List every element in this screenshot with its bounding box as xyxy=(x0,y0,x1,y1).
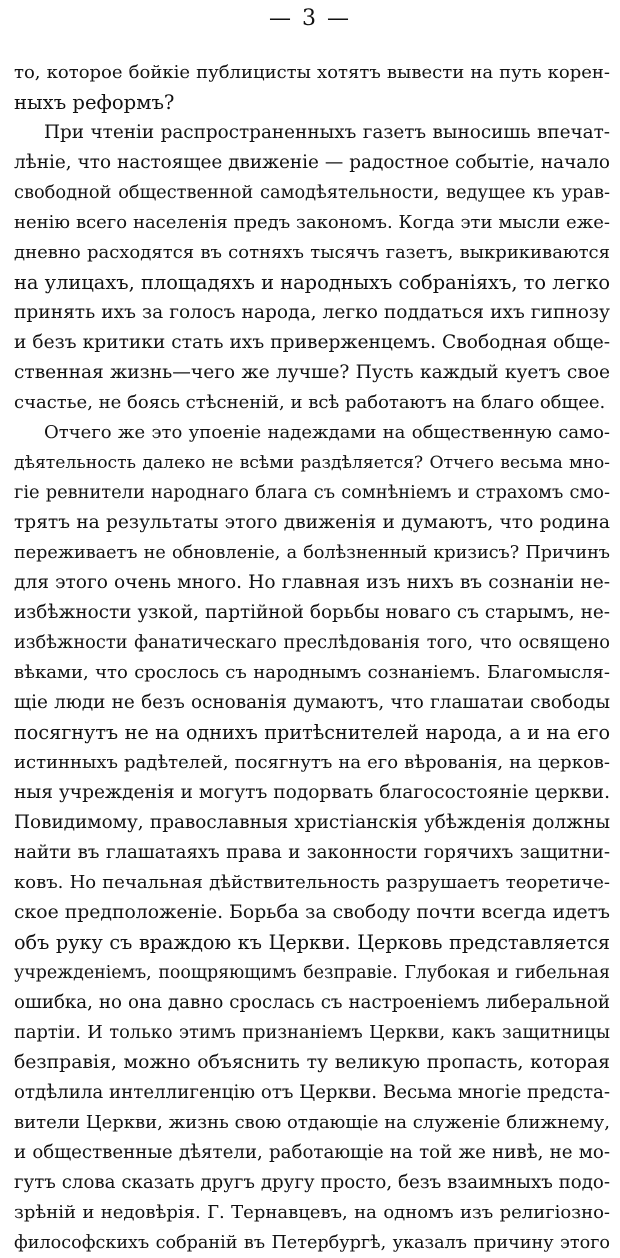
text-line: то, которое бойкіе публицисты хотятъ вывести на путь корен- xyxy=(14,62,610,83)
text-line: гіе ревнители народнаго блага съ сомнѣніемъ и страхомъ смо- xyxy=(14,482,610,503)
text-line: При чтеніи распространенныхъ газетъ выносишь впечат- xyxy=(44,122,610,143)
text-line: ненію всего населенія предъ закономъ. Когда эти мысли еже- xyxy=(14,212,610,233)
text-line: объ руку съ враждою къ Церкви. Церковь представляется xyxy=(14,931,610,954)
text-line: Повидимому, православныя христіанскія убѣжденія должны xyxy=(14,812,610,833)
text-line: ныхъ реформъ? xyxy=(14,91,175,114)
text-line: ственная жизнь—чего же лучше? Пусть каждый куетъ свое xyxy=(14,362,610,383)
text-line: отдѣлила интеллигенцію отъ Церкви. Весьма многіе предста- xyxy=(14,1082,610,1103)
text-line: на улицахъ, площадяхъ и народныхъ собраніяхъ, то легко xyxy=(14,271,610,294)
text-line: принять ихъ за голосъ народа, легко поддаться ихъ гипнозу xyxy=(14,302,610,323)
text-line: избѣжности узкой, партійной борьбы новаго съ старымъ, не- xyxy=(14,602,610,623)
text-line: гутъ слова сказать другъ другу просто, безъ взаимныхъ подо- xyxy=(14,1172,610,1193)
text-line: ское предположеніе. Борьба за свободу почти всегда идетъ xyxy=(14,902,610,923)
text-line: безправія, можно объяснить ту великую пропасть, которая xyxy=(14,1052,610,1073)
text-line: дѣятельность далеко не всѣми раздѣляется? Отчего весьма мно- xyxy=(14,453,610,473)
text-line: щіе люди не безъ основанія думаютъ, что глашатаи свободы xyxy=(14,692,610,713)
text-line: для этого очень много. Но главная изъ нихъ въ сознаніи не- xyxy=(14,572,610,593)
page-number: — 3 — xyxy=(269,6,351,31)
text-line: философскихъ собраній въ Петербургѣ, указалъ причину этого xyxy=(14,1233,610,1253)
text-line: переживаетъ не обновленіе, а болѣзненный кризисъ? Причинъ xyxy=(14,543,610,563)
text-line: и безъ критики стать ихъ приверженцемъ. Свободная обще- xyxy=(14,332,610,353)
text-line: учрежденіемъ, поощряющимъ безправіе. Глубокая и гибельная xyxy=(14,963,610,983)
text-line: посягнутъ не на однихъ притѣснителей народа, а и на его xyxy=(14,721,610,744)
text-line: ныя учрежденія и могутъ подорвать благосостояніе церкви. xyxy=(14,782,610,803)
body-text xyxy=(14,58,610,1258)
text-line: вители Церкви, жизнь свою отдающіе на служеніе ближнему, xyxy=(14,1112,610,1133)
text-line: и общественные дѣятели, работающіе на той же нивѣ, не мо- xyxy=(14,1142,610,1163)
text-line: истинныхъ радѣтелей, посягнутъ на его вѣрованія, на церков- xyxy=(14,752,610,773)
text-line: найти въ глашатаяхъ права и законности горячихъ защитни- xyxy=(14,842,610,863)
text-line: ошибка, но она давно срослась съ настроеніемъ либеральной xyxy=(14,992,610,1013)
text-line: партіи. И только этимъ признаніемъ Церкви, какъ защитницы xyxy=(14,1022,610,1043)
text-line: вѣками, что срослось съ народнымъ сознаніемъ. Благомысля- xyxy=(14,662,610,683)
text-line: зрѣній и недовѣрія. Г. Тернавцевъ, на одномъ изъ религіозно- xyxy=(14,1202,610,1223)
text-line: свободной общественной самодѣятельности, ведущее къ урав- xyxy=(14,182,610,203)
text-line: избѣжности фанатическаго преслѣдованія того, что освящено xyxy=(14,632,610,653)
text-line: ковъ. Но печальная дѣйствительность разрушаетъ теоретиче- xyxy=(14,872,610,893)
text-line: лѣніе, что настоящее движеніе — радостное событіе, начало xyxy=(14,152,610,173)
text-line: счастье, не боясь стѣсненій, и всѣ работаютъ на благо общее. xyxy=(14,392,606,413)
text-line: трятъ на результаты этого движенія и думаютъ, что родина xyxy=(14,512,610,533)
text-line: Отчего же это упоеніе надеждами на общественную само- xyxy=(44,422,610,443)
text-line: дневно расходятся въ сотняхъ тысячъ газетъ, выкрикиваются xyxy=(14,242,610,263)
